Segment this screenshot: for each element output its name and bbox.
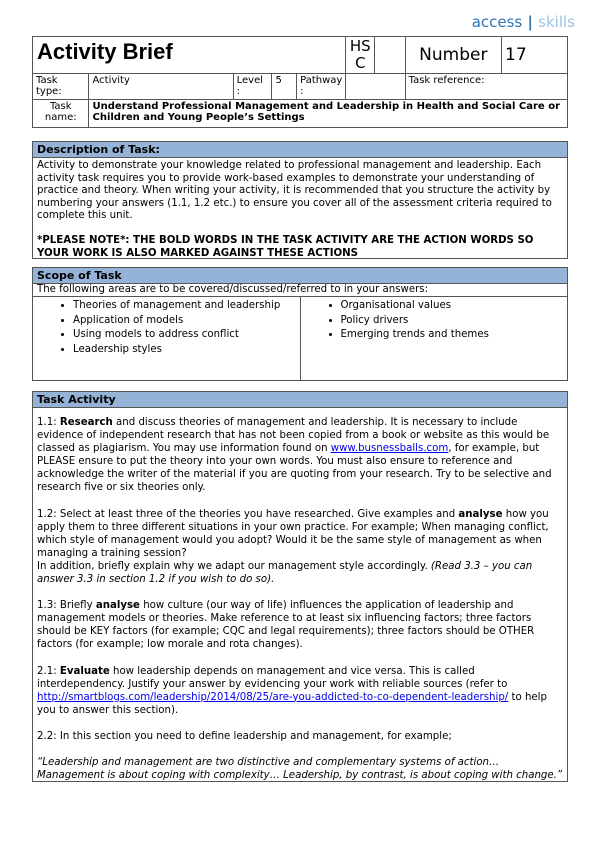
task-paragraph-1-3: 1.3: Briefly analyse how culture (our way of life) influences the application of leadership and management models or theories. Make reference to at least six influencing factors; three factors should be KEY factors (for example; CQC and legal requirements); three factors should be OTHER factors (for example; low morale and rota changes). — [37, 600, 535, 651]
task-paragraph-2-2: 2.2: In this section you need to define leadership and management, for example; — [37, 730, 452, 742]
subject-code: HS C — [346, 37, 375, 74]
scope-left-column — [33, 297, 300, 380]
task-type-label: Task type: — [33, 74, 89, 100]
number-value: 17 — [502, 37, 568, 74]
pathway-value — [346, 74, 405, 100]
logo-text-skills: skills — [538, 13, 575, 31]
task-reference-label: Task reference: — [405, 74, 567, 100]
task-paragraph-1-1: 1.1: Research and discuss theories of management and leadership. It is necessary to include evidence of independent research that has not been copied from a book or website as this would be classed as plagiarism. You may use information found on www.busnessballs.com, for example, but PLEASE ensure to put the theory into your own words. You must also ensure to reference and acknowledge the writer of the material if you are quoting from your research. Try to be selective and research five or six theories only. — [37, 417, 552, 494]
activity-header-table — [32, 36, 568, 128]
task-type-value: Activity — [89, 74, 233, 100]
smartblogs-link[interactable]: http://smartblogs.com/leadership/2014/08/25/are-you-addicted-to-co-dependent-leadership/ — [37, 691, 509, 703]
task-name-value: Understand Professional Management and Leadership in Health and Social Care or Children and Young People’s Settings — [89, 100, 568, 128]
action-word: Evaluate — [59, 665, 110, 677]
number-label: Number — [405, 37, 501, 74]
description-section — [32, 141, 568, 259]
task-quote: “Leadership and management are two distinctive and complementary systems of action…Management is about coping with complexity… Leadership, by contrast, is about coping with change.” — [37, 756, 563, 781]
page-title: Activity Brief — [33, 37, 346, 74]
action-word: analyse — [458, 508, 503, 520]
scope-item: • Application of models — [73, 314, 300, 328]
task-activity-section — [32, 391, 568, 782]
businessballs-link[interactable]: www.busnessballs.com — [330, 443, 449, 455]
scope-heading: Scope of Task — [33, 268, 567, 284]
scope-item: • Policy drivers — [341, 314, 568, 328]
action-word: analyse — [95, 600, 140, 612]
level-label: Level : — [233, 74, 272, 100]
task-activity-body — [33, 408, 567, 781]
description-body — [33, 158, 567, 258]
logo-divider: | — [522, 13, 539, 31]
access-skills-logo — [472, 13, 575, 31]
description-text: Activity to demonstrate your knowledge related to professional management and leadership. Each activity task requires you to provide work-based examples to demonstrate your understanding of practice and theory. When writing your activity, it is recommended that you structure the activity by numbering your answers (1.1, 1.2 etc.) to ensure you cover all of the assessment criteria required to complete this unit. — [37, 160, 552, 222]
scope-columns — [33, 297, 567, 380]
scope-item: • Using models to address conflict — [73, 328, 300, 342]
description-heading: Description of Task: — [33, 142, 567, 158]
scope-item: • Organisational values — [341, 299, 568, 313]
description-note: *PLEASE NOTE*: THE BOLD WORDS IN THE TASK ACTIVITY ARE THE ACTION WORDS SO YOUR WORK IS ALSO MARKED AGAINST THESE ACTIONS — [37, 234, 534, 258]
scope-item: • Leadership styles — [73, 343, 300, 357]
scope-item: • Emerging trends and themes — [341, 328, 568, 342]
scope-item: • Theories of management and leadership — [73, 299, 300, 313]
task-paragraph-1-2: 1.2: Select at least three of the theories you have researched. Give examples and analyse how you apply them to three different situations in your own practice. For example; When managing conflict, which style of management would you adopt? Would it be the same style of management as when managing a training session? In addition, briefly explain why we adapt our management style accordingly. (Read 3.3 – you can answer 3.3 in section 1.2 if you wish to do so). — [37, 508, 549, 586]
pathway-label: Pathway : — [297, 74, 346, 100]
level-value: 5 — [272, 74, 297, 100]
task-activity-heading: Task Activity — [33, 392, 567, 408]
task-name-label: Task name: — [33, 100, 89, 128]
spacer-cell — [375, 37, 405, 74]
logo-text-access: access — [471, 13, 523, 31]
task-paragraph-2-1: 2.1: Evaluate how leadership depends on management and vice versa. This is called interdependency. Justify your answer by evidencing your work with reliable sources (refer to http://smartblogs.com/leadership/2014/08/25/are-you-addicted-to-co-dependent-leadership/ to help you to answer this section). — [37, 665, 547, 716]
scope-section — [32, 267, 568, 381]
scope-right-column — [300, 297, 568, 380]
action-word: Research — [59, 417, 113, 428]
scope-intro: The following areas are to be covered/discussed/referred to in your answers: — [33, 284, 567, 297]
